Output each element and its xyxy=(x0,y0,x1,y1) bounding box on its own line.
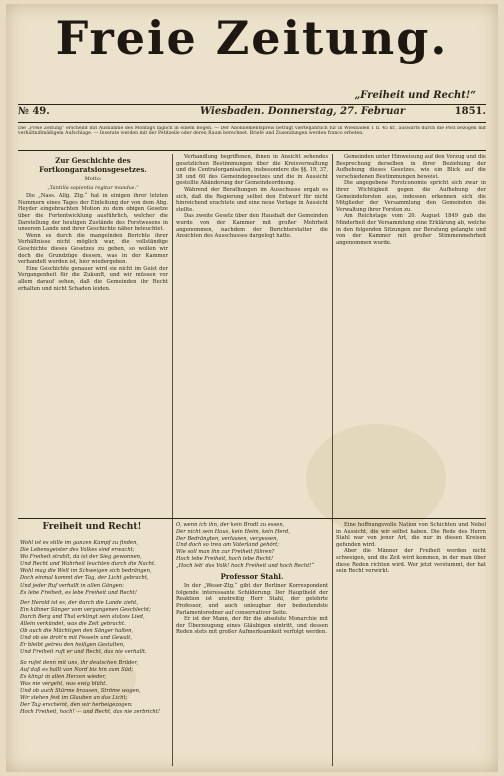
article-title: Zur Geschichte des Fortkongaratsionsgesetzes. xyxy=(39,156,147,174)
divider xyxy=(18,104,486,105)
poem-line: Wir stehen fest im Glauben an das Licht; xyxy=(20,694,128,701)
article-paragraph: Er ist der Mann, der für die absolute Monarchie mit der Überzeugung eines Gläubigen eintritt, und dessen Reden stets mit großer Aufmerksamkeit verfolgt werden. xyxy=(176,616,328,636)
poem-line: Doch einmal kommt der Tag, der Licht gebracht, xyxy=(20,575,149,582)
column-right xyxy=(336,154,486,516)
column-rule xyxy=(332,154,333,766)
poem-line: Hoch Freiheit, hoch! — und Recht, das nie zerbricht! xyxy=(20,709,160,716)
verse-line: O, wenn ich ihn, der kein Brodt zu essen, xyxy=(176,522,285,528)
divider xyxy=(18,122,486,123)
article-title: Professor Stahl. xyxy=(220,571,284,581)
verse-line: Hoch lebe Freiheit, hoch lebe Recht! xyxy=(176,555,274,562)
poem-line: Der Herold ist es, der durch die Lande zieht, xyxy=(20,599,138,606)
article-paragraph: In der „Weser-Ztg.“ gibt der Berliner Korrespondent folgende interessante Schilderung: Der Hauptheld der Reaktion ist unstreitig Herr Stahl, der gelehrte Professor, und auch unleugbar der bedeutendste Parlamentsredner auf conservativer Seite. xyxy=(176,583,328,616)
dateline xyxy=(18,106,486,120)
poem-line: Und ob auch Stürme brausen, Ströme wogen, xyxy=(20,687,141,694)
article-paragraph: Während der Berathungen im Ausschusse ergab es sich, daß die Regierung selbst den Entwurf für nicht hinreichend erachtete und eine neue Vorlage in Aussicht stellte. xyxy=(176,186,328,213)
verse-line: Und doch so treu am Vaterland gehört; xyxy=(176,542,279,549)
article-paragraph: Eine Geschichte genauer wird sie nicht im Geist der Vergangenheit für die Zukunft, und wir müssen vor allem darauf sehen, daß die Gemeinden ihr Recht erhalten und nicht Schaden leiden. xyxy=(18,265,168,292)
article-paragraph: Die angegebene Forstconomie spricht sich zwar in ihrer Wichtigkeit gegen die Aufhebung der Gemeindeforsten aus, indessen erkennen sich die Mitglieder der Versammlung den Gemeinden die Verwaltung ihrer Forsten zu. xyxy=(336,180,486,213)
verse-line: Der Bedrängten, verlassen, vergessen, xyxy=(176,535,279,542)
poem-line: Und ob sie droh'n mit Fesseln und Gewalt, xyxy=(20,635,133,642)
verse-line: „Hoch leb' das Volk! hoch Freiheit und hoch Recht!“ xyxy=(176,562,315,569)
poem-line: So rufet denn mit uns, ihr deutschen Brüder, xyxy=(20,659,139,666)
poem-line: Wohl mag die Welt im Schweigen sich bedrängen, xyxy=(20,568,152,575)
column-rule xyxy=(172,154,173,766)
divider xyxy=(18,150,486,151)
masthead-motto: „Freiheit und Recht!“ xyxy=(354,90,476,101)
poem-line: Was nie vergeht, was ewig blüht. xyxy=(20,680,107,687)
poem-title: Freiheit und Recht! xyxy=(42,522,142,532)
masthead-title: Freie Zeitung. xyxy=(55,11,449,65)
article-paragraph: Am Reichstage vom 20. August 1849 gab die Minderheit der Versammlung eine Erklärung ab, welche in den folgenden Sitzungen zur Beratung gelangte und von der Kammer mit großer Stimmenmehrheit angenommen wurde. xyxy=(336,213,486,246)
column-middle xyxy=(176,154,328,516)
poem-line: Es lebe Freiheit, es lebe Freiheit und Recht! xyxy=(20,589,137,596)
feuilleton-middle xyxy=(176,522,328,768)
article-paragraph: Wenn es durch die mangelnden Berichte ihrer Verhältnisse nicht möglich war, die vollständige Geschichte dieses Gesetzes zu geben, so wollen wir doch die Grundzüge dessen, was in der Kammer verhandelt worden ist, hier wiedergeben. xyxy=(18,232,168,266)
place-date: Wiesbaden. Donnerstag, 27. Februar xyxy=(200,106,406,117)
poem-line: Wo Freiheit strahlt, da ist der Sieg gewonnen, xyxy=(20,554,142,561)
article-paragraph: Die „Nass. Allg. Ztg.“ hat in einigen ihrer letzten Nummern eines Tages der Einleitung der von dem Abg. Heyder eingebrachten Motion zu dem obigen Gesetze über die Fortentwicklung ausführlich, welcher die Darstellung der heutigen Zustände des Forstwesens in unserem Lande und ihrer Geschichte näher beleuchtet. xyxy=(18,193,168,233)
subscription-notice: Die „Freie Zeitung“ erscheint mit Ausnahme des Montags täglich in einem Bogen. — Der Abonnementspreis beträgt vierteljährlich für in Wiesbaden 1 fl. 45 kr., auswärts durch die Post bezogen mit verhältnißmäßigem Aufschlage. — Inserate werden mit der Petitzeile oder deren Raum berechnet. Briefe und Zusendungen werden franco erbeten. xyxy=(18,126,486,137)
poem-line: Auf daß es hallt von Nord bis hin zum Süd; xyxy=(20,666,134,673)
poem-line: Ein kühner Sänger vom vergangenen Geschlecht; xyxy=(20,606,151,613)
poem-line: Es klingt in allen Herzen wieder, xyxy=(20,673,107,680)
poem xyxy=(20,540,166,766)
column-left xyxy=(18,154,168,516)
divider xyxy=(18,518,486,519)
article-motto-label: Motto: xyxy=(84,176,102,182)
poem-line: Er bleibt getreu den heiligen Gestalten, xyxy=(20,642,125,649)
poem-line: Ob auch die Mächtigen den Sänger halten, xyxy=(20,628,134,635)
poem-line: Allein verkündet, was die Zeit gebracht. xyxy=(20,621,126,628)
poem-line: Die Lebensgeister des Volkes sind erwacht; xyxy=(20,547,135,554)
verse-line: Wie soll man ihn zur Freiheit führen? xyxy=(176,549,275,556)
poem-line: Wohl ist es stille im ganzen Kampf zu finden, xyxy=(20,540,139,546)
verse-line: Der nicht sein Haus, kein Heim, kein Herd, xyxy=(176,528,290,535)
article-motto: „Tantilla sapientia regitur mundus.“ xyxy=(47,184,139,191)
poem-line: Und Freiheit ruft er und Recht, das nie verhallt. xyxy=(20,649,147,656)
poem-line: Und jeder Ruf verhallt in allen Gängen: xyxy=(20,582,124,589)
article-paragraph: Das zweite Gesetz über den Haushalt der Gemeinden wurde von der Kammer mit großer Mehrheit angenommen, nachdem der Berichterstatter die Ansichten des Ausschusses dargelegt hatte. xyxy=(176,213,328,240)
issue-number: № 49. xyxy=(18,106,50,117)
article-paragraph: Verhandlung begriffenen, ihnen in Ansicht sehendes gesetzlichen Bestimmungen über die Kreisverwaltung und die Centralorganisation, insbesondere die §§. 19, 37, 38 und 60 des Gemeindegesetzes und die in Aussicht gestellte Abänderung der Gemeindeordnung. xyxy=(176,154,328,187)
poem-line: Und Recht und Wahrheit leuchten durch die Nacht. xyxy=(20,561,156,568)
article-paragraph: Eine hoffnungsvolle Nation von Schichten und Nebel in Aussicht, die wir selbst haben. Die Rede des Herrn Stahl war von jener Art, die nur in diesen Kreisen gefunden wird. xyxy=(336,522,486,548)
verse xyxy=(176,522,328,570)
poem-line: Der Tag erscheint, den wir herbeigezogen: xyxy=(20,702,133,709)
article-paragraph: Aber die Männer der Freiheit werden nicht schweigen, und die Zeit wird kommen, in der man über diese Reden richten wird. Wer jetzt verstummt, der hat sein Recht verwirkt. xyxy=(336,548,486,575)
year: 1851. xyxy=(454,106,486,117)
newspaper-page xyxy=(6,4,498,772)
poem-line: Durch Berg und Thal erklingt sein stolzes Lied, xyxy=(20,613,145,620)
feuilleton-right xyxy=(336,522,486,768)
article-paragraph: Gemeinden unter Hinweisung auf den Vorzug und die Besprechung derselben in ihrer Beziehung der Aufhebung dieses Gesetzes, wie ein Blick auf die verschiedenen Bestimmungen beweist. xyxy=(336,154,486,180)
